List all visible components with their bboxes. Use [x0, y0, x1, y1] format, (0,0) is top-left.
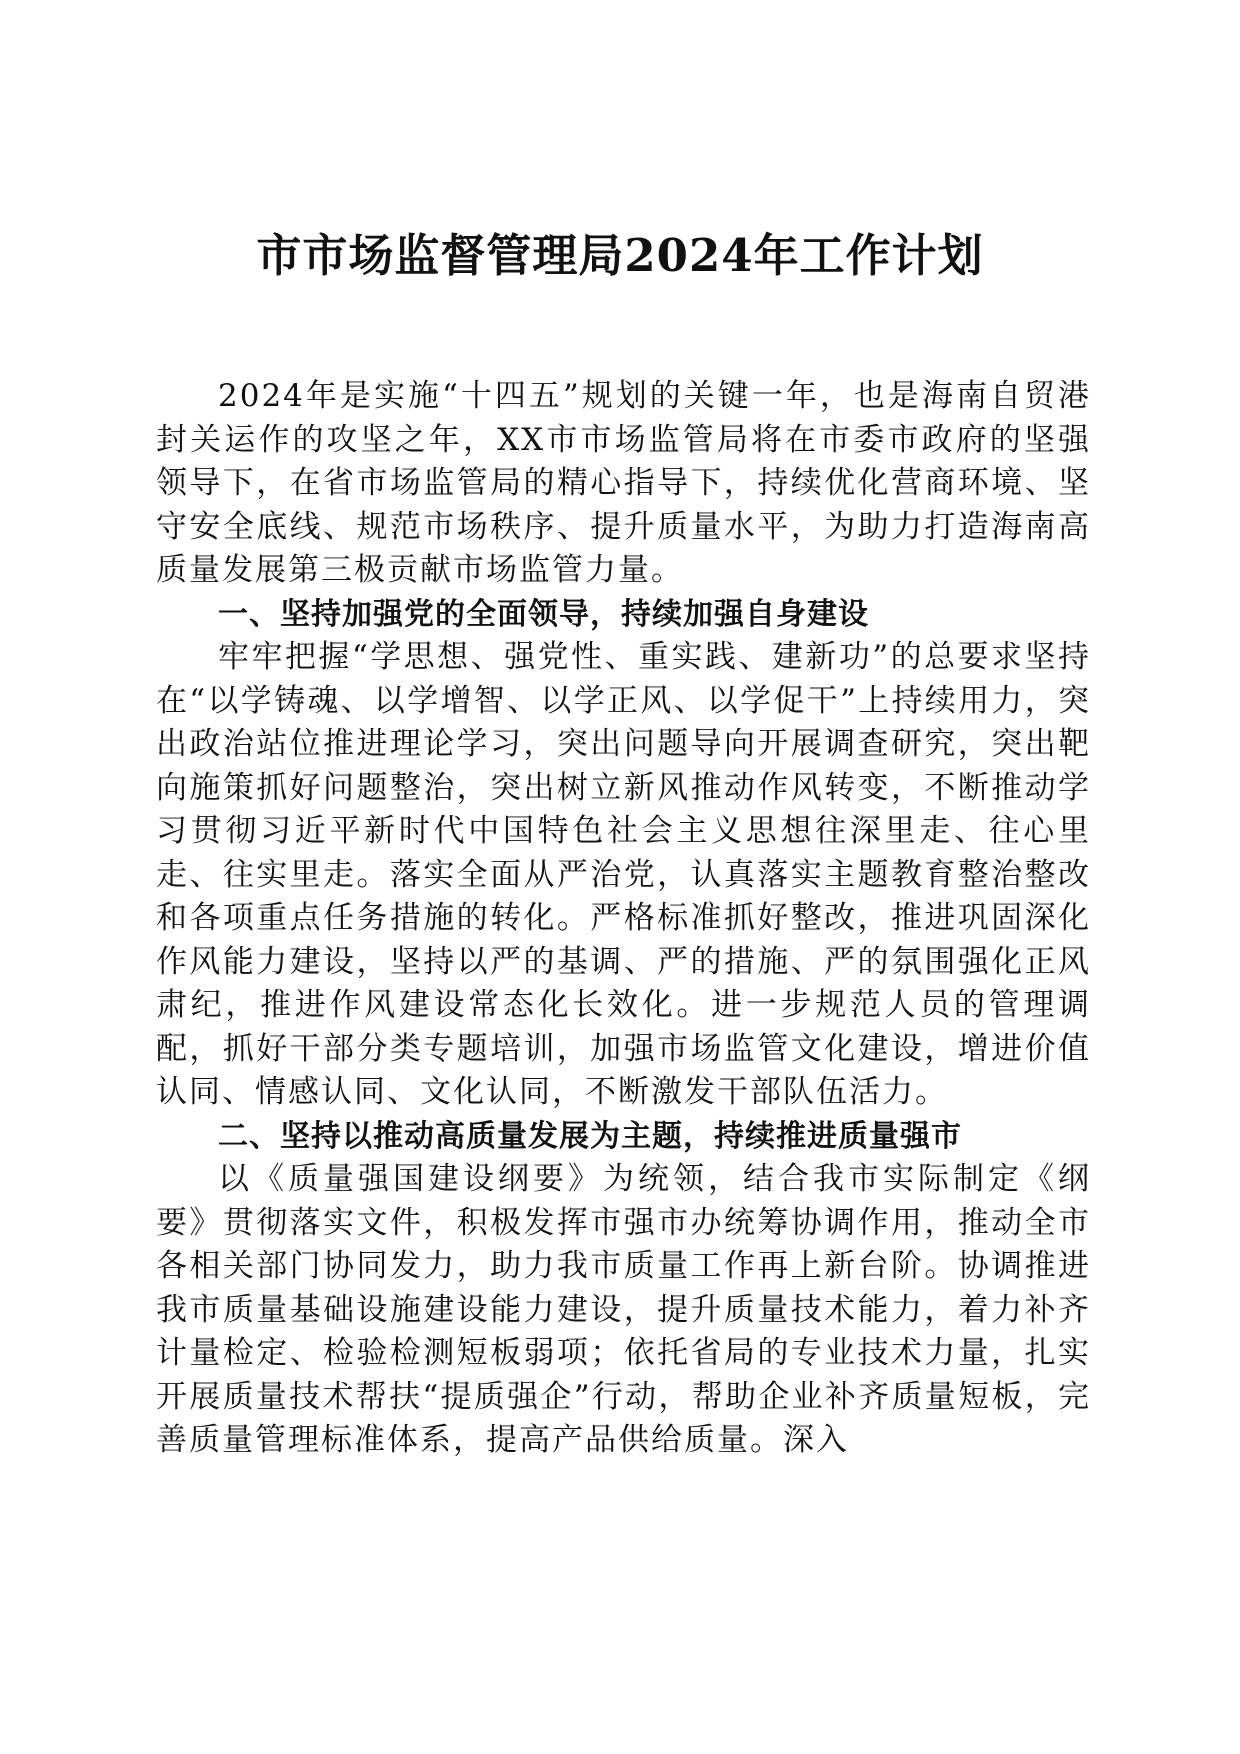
document-body [156, 375, 1091, 1463]
section-1-paragraph: 牢牢把握“学思想、强党性、重实践、建新功”的总要求坚持在“以学铸魂、以学增智、以学正风、以学促干”上持续用力，突出政治站位推进理论学习，突出问题导向开展调查研究，突出靶向施策抓好问题整治，突出树立新风推动作风转变，不断推动学习贯彻习近平新时代中国特色社会主义思想往深里走、往心里走、往实里走。落实全面从严治党，认真落实主题教育整治整改和各项重点任务措施的转化。严格标准抓好整改，推进巩固深化作风能力建设，坚持以严的基调、严的措施、严的氛围强化正风肃纪，推进作风建设常态化长效化。进一步规范人员的管理调配，抓好干部分类专题培训，加强市场监管文化建设，增进价值认同、情感认同、文化认同，不断激发干部队伍活力。 [156, 639, 1091, 1110]
section-2-paragraph: 以《质量强国建设纲要》为统领，结合我市实际制定《纲要》贯彻落实文件，积极发挥市强市办统筹协调作用，推动全市各相关部门协同发力，助力我市质量工作再上新台阶。协调推进我市质量基础设施建设能力建设，提升质量技术能力，着力补齐计量检定、检验检测短板弱项；依托省局的专业技术力量，扎实开展质量技术帮扶“提质强企”行动，帮助企业补齐质量短板，完善质量管理标准体系，提高产品供给质量。深入 [156, 1161, 1091, 1458]
section-heading-1: 一、坚持加强党的全面领导，持续加强自身建设 [218, 596, 869, 632]
intro-paragraph: 2024年是实施“十四五”规划的关键一年，也是海南自贸港封关运作的攻坚之年，XX市市场监管局将在市委市政府的坚强领导下，在省市场监管局的精心指导下，持续优化营商环境、坚守安全底线、规范市场秩序、提升质量水平，为助力打造海南高质量发展第三极贡献市场监管力量。 [156, 378, 1091, 588]
document-title: 市市场监督管理局2024年工作计划 [256, 229, 984, 282]
section-heading-2: 二、坚持以推动高质量发展为主题，持续推进质量强市 [218, 1118, 962, 1154]
